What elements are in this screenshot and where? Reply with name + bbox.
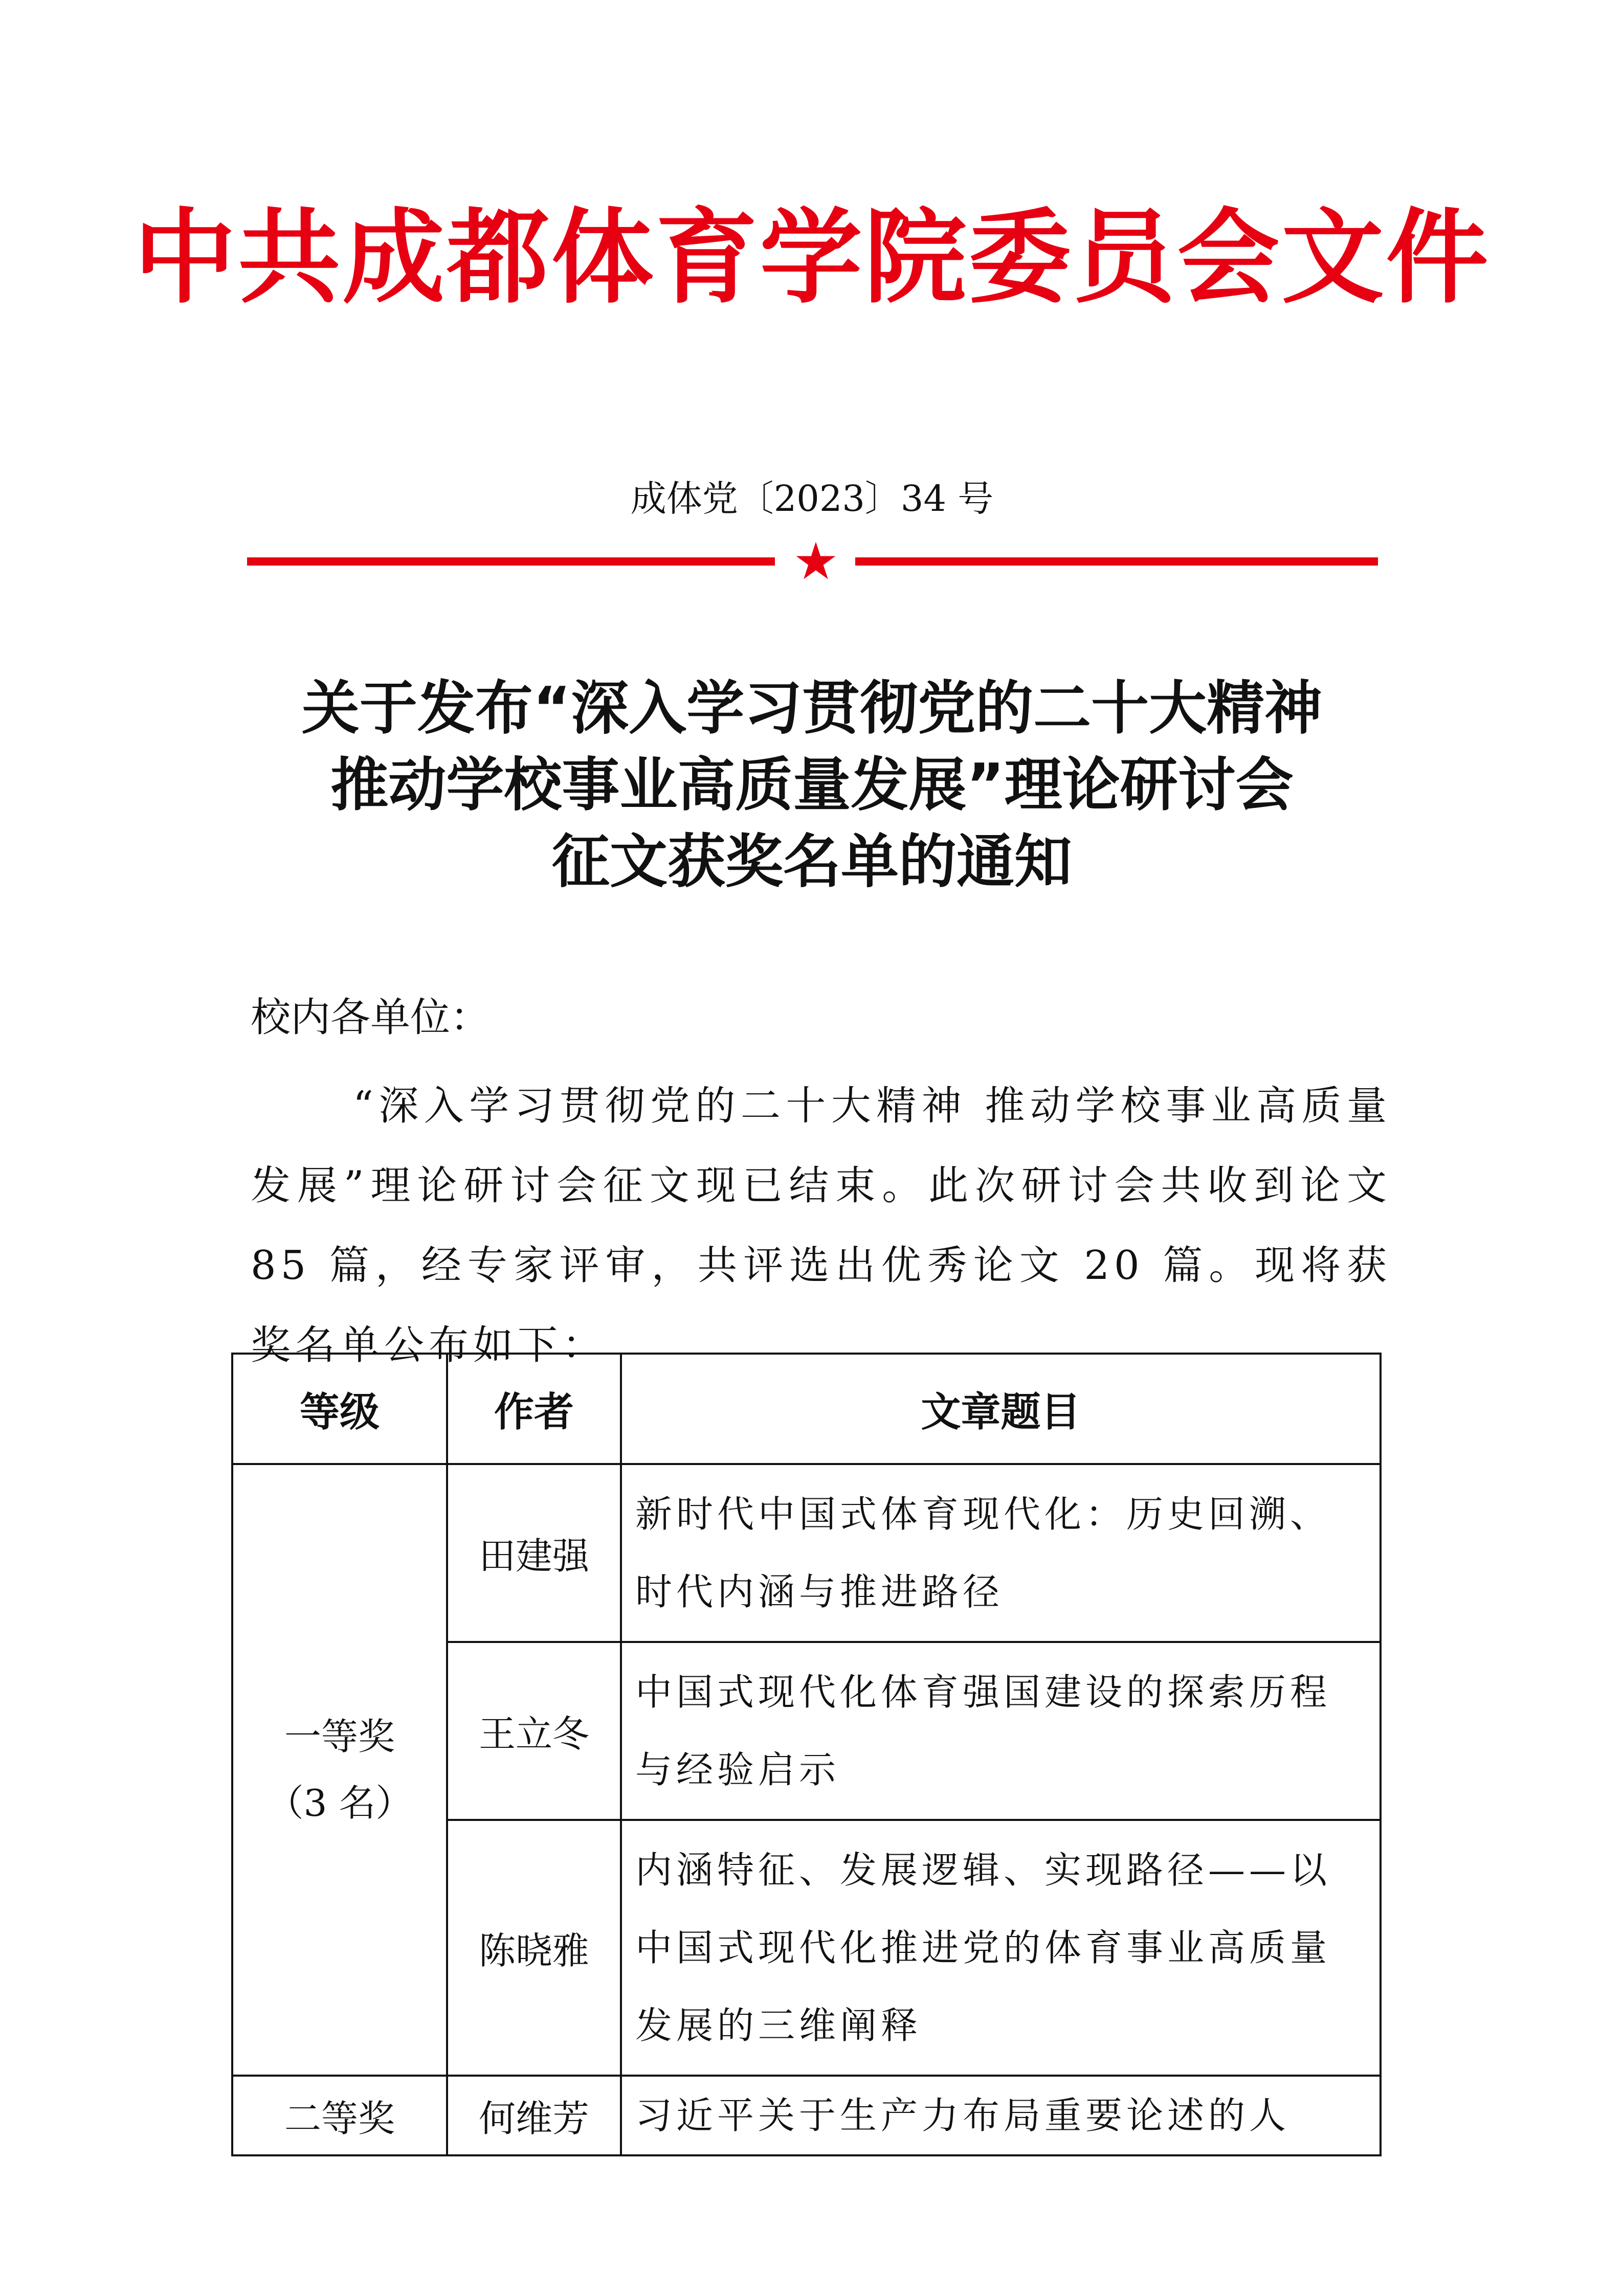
notice-title (0, 670, 1624, 900)
column-header-title: 文章题目 (621, 1354, 1381, 1464)
notice-title-line: 推动学校事业高质量发展”理论研讨会 (330, 751, 1294, 819)
award-count: （3 名） (266, 1782, 413, 1825)
column-header-author: 作者 (447, 1354, 621, 1464)
article-title-cell: 习近平关于生产力布局重要论述的人 (621, 2076, 1381, 2155)
author-cell: 王立冬 (447, 1642, 621, 1820)
author-cell: 田建强 (447, 1464, 621, 1642)
notice-title-line: 关于发布“深入学习贯彻党的二十大精神 (301, 674, 1323, 742)
table-row (232, 1464, 1381, 1642)
article-title-cell: 内涵特征、发展逻辑、实现路径——以中国式现代化推进党的体育事业高质量发展的三维阐释 (621, 1820, 1381, 2076)
author-cell: 陈晓雅 (447, 1820, 621, 2076)
salutation: 校内各单位： (251, 995, 491, 1041)
awards-table (231, 1353, 1382, 2156)
author-cell: 何维芳 (447, 2076, 621, 2155)
table-header-row (232, 1354, 1381, 1464)
column-header-level: 等级 (232, 1354, 447, 1464)
document-header-title: 中共成都体育学院委员会文件 (134, 198, 1490, 318)
award-level-cell: 二等奖 (232, 2076, 447, 2155)
star-icon: ★ (793, 531, 839, 591)
red-divider-right (855, 557, 1378, 566)
body-paragraph: “深入学习贯彻党的二十大精神 推动学校事业高质量发展”理论研讨会征文现已结束。此次研讨会共收到论文 85 篇，经专家评审，共评选出优秀论文 20 篇。现将获奖名单公布如下： (251, 1083, 1391, 1368)
article-title-cell: 新时代中国式体育现代化：历史回溯、时代内涵与推进路径 (621, 1464, 1381, 1642)
table-row (232, 2076, 1381, 2155)
article-title-cell: 中国式现代化体育强国建设的探索历程与经验启示 (621, 1642, 1381, 1820)
document-number: 成体党〔2023〕34 号 (630, 478, 994, 520)
notice-title-line: 征文获奖名单的通知 (552, 828, 1072, 895)
award-level-cell (232, 1464, 447, 2076)
red-divider-left (247, 557, 775, 566)
award-level: 一等奖 (284, 1715, 395, 1758)
